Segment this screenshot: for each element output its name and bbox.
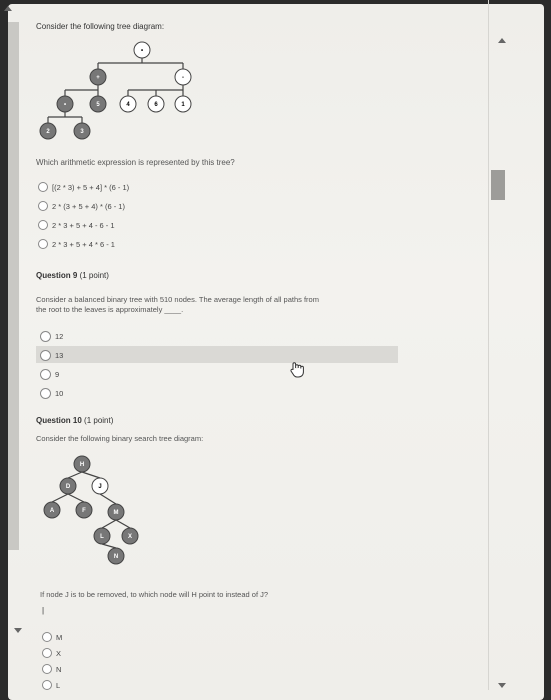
svg-text:3: 3 bbox=[80, 129, 84, 135]
bst-node-n bbox=[108, 548, 124, 564]
radio-icon[interactable] bbox=[38, 182, 48, 192]
svg-text:J: J bbox=[98, 484, 102, 490]
scroll-thumb[interactable] bbox=[491, 170, 505, 200]
tree-node-lr bbox=[90, 96, 106, 112]
radio-icon[interactable] bbox=[38, 201, 48, 211]
q8-option-2[interactable]: 2 * (3 + 5 + 4) * (6 - 1) bbox=[38, 201, 125, 211]
svg-text:5: 5 bbox=[96, 102, 100, 108]
scroll-up-arrow-icon[interactable] bbox=[4, 6, 12, 11]
svg-text:D: D bbox=[65, 484, 71, 490]
radio-icon[interactable] bbox=[42, 648, 52, 658]
q10-question: If node J is to be removed, to which node will H point to instead of J? bbox=[40, 590, 269, 599]
tree-node-rr bbox=[175, 96, 191, 112]
bst-node-m bbox=[108, 504, 124, 520]
q9-text-line2: the root to the leaves is approximately ____. bbox=[36, 305, 184, 314]
radio-icon[interactable] bbox=[40, 388, 51, 399]
q9-option-3[interactable]: 9 bbox=[40, 369, 59, 380]
scroll-down-icon[interactable] bbox=[498, 683, 506, 688]
q10-intro: Consider the following binary search tree diagram: bbox=[36, 434, 204, 443]
svg-text:2: 2 bbox=[46, 129, 50, 135]
q9-option-1[interactable]: 12 bbox=[40, 331, 63, 342]
tree-node-llr bbox=[74, 123, 90, 139]
q10-option-1[interactable]: M bbox=[42, 632, 62, 642]
svg-text:•: • bbox=[140, 48, 144, 54]
svg-text:4: 4 bbox=[126, 102, 130, 108]
bst-node-a bbox=[44, 502, 60, 518]
bst-node-h bbox=[74, 456, 90, 472]
q8-intro: Consider the following tree diagram: bbox=[36, 22, 165, 31]
bst-node-f bbox=[76, 502, 92, 518]
svg-text:6: 6 bbox=[154, 102, 158, 108]
q10-option-3[interactable]: N bbox=[42, 664, 61, 674]
svg-text:1: 1 bbox=[181, 102, 185, 108]
svg-text:L: L bbox=[100, 534, 104, 540]
expression-tree-diagram bbox=[30, 40, 230, 150]
tree-node-left bbox=[90, 69, 106, 85]
scroll-up-icon[interactable] bbox=[498, 38, 506, 43]
collapse-arrow-icon[interactable] bbox=[14, 628, 22, 633]
svg-text:F: F bbox=[82, 508, 86, 514]
radio-icon[interactable] bbox=[42, 664, 52, 674]
tree-node-right bbox=[175, 69, 191, 85]
q9-option-2[interactable]: 13 bbox=[40, 350, 63, 361]
left-progress-bar bbox=[8, 22, 19, 550]
svg-text:+: + bbox=[96, 75, 100, 81]
svg-text:•: • bbox=[63, 102, 67, 108]
q9-text-line1: Consider a balanced binary tree with 510 nodes. The average length of all paths from bbox=[36, 295, 319, 304]
radio-icon[interactable] bbox=[40, 369, 51, 380]
radio-icon[interactable] bbox=[40, 331, 51, 342]
q8-question: Which arithmetic expression is represented by this tree? bbox=[36, 158, 235, 167]
radio-icon[interactable] bbox=[42, 632, 52, 642]
tree-node-lll bbox=[40, 123, 56, 139]
bst-node-l bbox=[94, 528, 110, 544]
svg-text:A: A bbox=[49, 508, 55, 514]
q8-option-1[interactable]: [(2 * 3) + 5 + 4] * (6 - 1) bbox=[38, 182, 129, 192]
bst-diagram bbox=[34, 448, 154, 568]
svg-text:M: M bbox=[113, 510, 119, 516]
q8-option-3[interactable]: 2 * 3 + 5 + 4 - 6 - 1 bbox=[38, 220, 115, 230]
svg-text:-: - bbox=[182, 75, 184, 81]
radio-icon[interactable] bbox=[38, 239, 48, 249]
radio-icon[interactable] bbox=[40, 350, 51, 361]
bst-node-j bbox=[92, 478, 108, 494]
radio-icon[interactable] bbox=[38, 220, 48, 230]
svg-text:X: X bbox=[127, 534, 133, 540]
svg-text:H: H bbox=[79, 462, 85, 468]
bst-node-x bbox=[122, 528, 138, 544]
tree-node-root bbox=[134, 42, 150, 58]
q9-option-highlight bbox=[36, 346, 398, 363]
bst-node-d bbox=[60, 478, 76, 494]
q9-header: Question 9 (1 point) bbox=[36, 271, 109, 280]
radio-icon[interactable] bbox=[42, 680, 52, 690]
q10-header: Question 10 (1 point) bbox=[36, 416, 114, 425]
tree-node-ll bbox=[57, 96, 73, 112]
hand-cursor-icon bbox=[288, 360, 306, 378]
q10-option-2[interactable]: X bbox=[42, 648, 61, 658]
tree-node-rl bbox=[120, 96, 136, 112]
tree-node-rm bbox=[148, 96, 164, 112]
scroll-track bbox=[488, 0, 489, 690]
q9-option-4[interactable]: 10 bbox=[40, 388, 63, 399]
svg-text:N: N bbox=[113, 554, 119, 560]
text-cursor: | bbox=[42, 606, 45, 615]
q8-option-4[interactable]: 2 * 3 + 5 + 4 * 6 - 1 bbox=[38, 239, 115, 249]
q10-option-4[interactable]: L bbox=[42, 680, 60, 690]
